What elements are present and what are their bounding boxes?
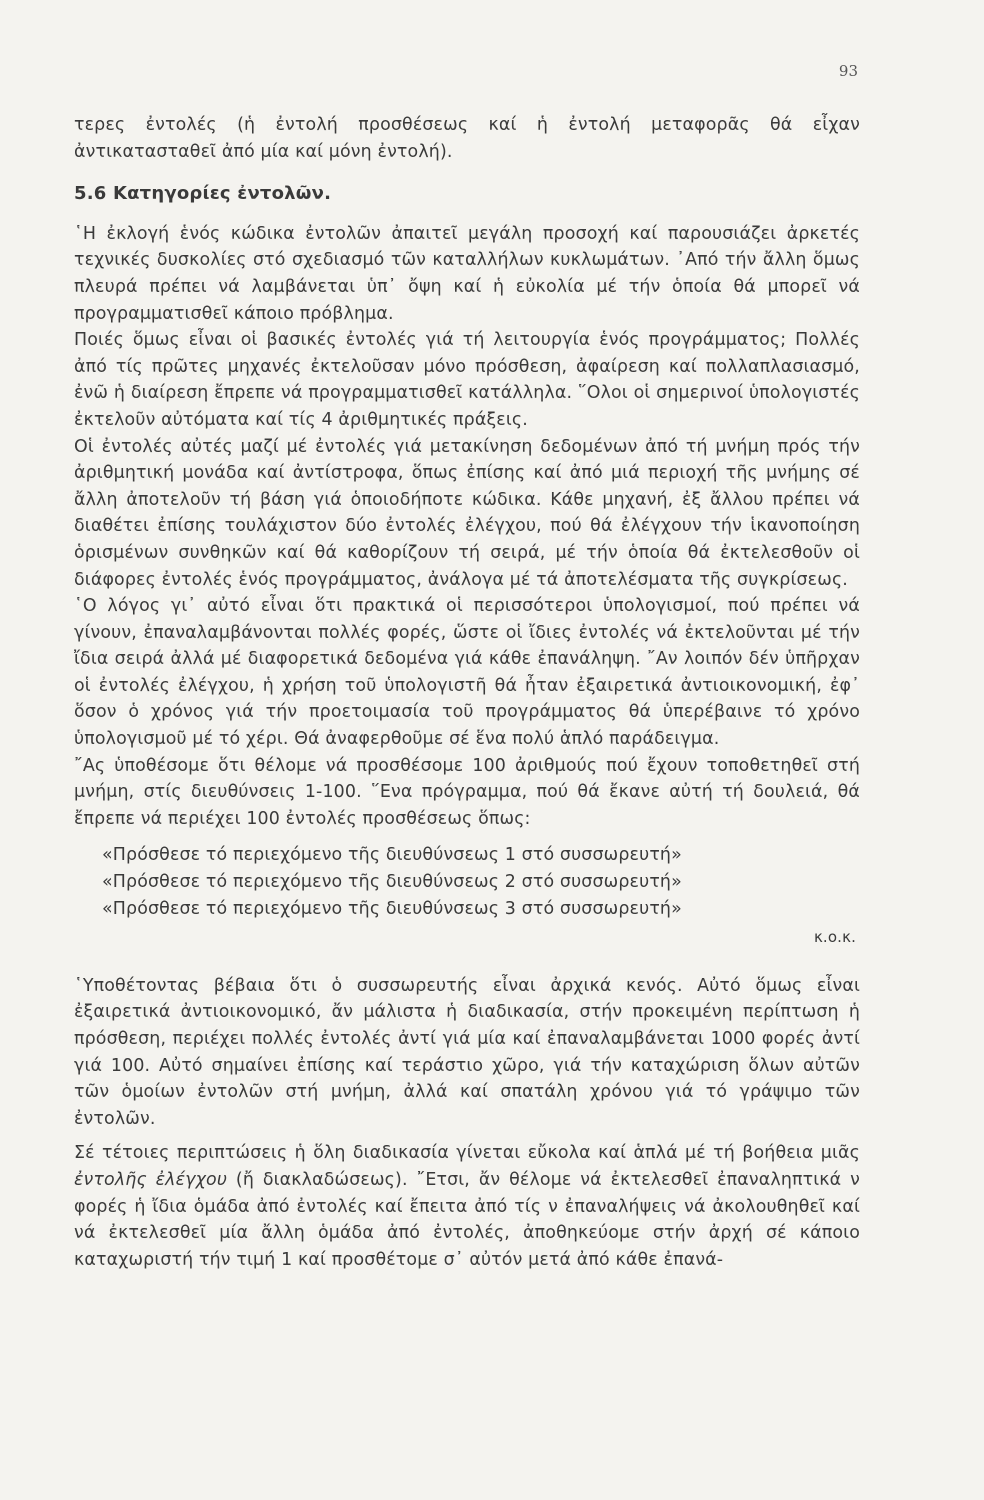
page-body	[74, 112, 860, 1273]
paragraph-example: ῎Ας ὑποθέσομε ὅτι θέλομε νά προσθέσομε 100 ἀριθμούς πού ἔχουν τοποθετηθεῖ στή μνήμη, στίς διευθύνσεις 1-100. ῞Ενα πρόγραμμα, πού θά ἔκανε αὐτή τή δουλειά, θά ἔπρεπε νά περιέχει 100 ἐντολές προσθέσεως ὅπως:	[74, 755, 860, 829]
paragraph-control-instructions: Οἱ ἐντολές αὐτές μαζί μέ ἐντολές γιά μετακίνηση δεδομένων ἀπό τή μνήμη πρός τήν ἀριθμητική μονάδα καί ἀντίστροφα, ὅπως ἐπίσης καί ἀπό μιά περιοχή τῆς μνήμης σέ ἄλλη ἀποτελοῦν τή βάση γιά ὁποιοδήποτε κώδικα. Κάθε μηχανή, ἐξ ἄλλου πρέπει νά διαθέτει ἐπίσης τουλάχιστον δύο ἐντολές ἐλέγχου, πού θά ἐλέγχουν τήν ἱκανοποίηση ὁρισμένων συνθηκῶν καί θά καθορίζουν τή σειρά, μέ τήν ὁποία θά ἐκτελεσθοῦν οἱ διάφορες ἐντολές ἑνός προγράμματος, ἀνάλογα μέ τά ἀποτελέσματα τῆς συγκρίσεως.	[74, 436, 860, 590]
paragraph-cost: ῾Υποθέτοντας βέβαια ὅτι ὁ συσσωρευτής εἶναι ἀρχικά κενός. Αὐτό ὅμως εἶναι ἐξαιρετικά ἀντιοικονομικό, ἄν μάλιστα ἡ διαδικασία, στήν προκειμένη περίπτωση ἡ πρόσθεση, περιέχει πολλές ἐντολές ἀντί γιά μία καί ἐπαναλαμβάνεται 1000 φορές ἀντί γιά 100. Αὐτό σημαίνει ἐπίσης καί τεράστιο χῶρο, γιά τήν καταχώριση ὅλων αὐτῶν τῶν ὁμοίων ἐντολῶν στή μνήμη, ἀλλά καί σπατάλη χρόνου γιά τό γράψιμο τῶν ἐντολῶν.	[74, 975, 860, 1129]
paragraph-basic-instructions: Ποιές ὅμως εἶναι οἱ βασικές ἐντολές γιά τή λειτουργία ἑνός προγράμματος; Πολλές ἀπό τίς πρῶτες μηχανές ἐκτελοῦσαν μόνο πρόσθεση, ἀφαίρεση καί πολλαπλασιασμό, ἐνῶ ἡ διαίρεση ἔπρεπε νά προγραμματισθεῖ κατάλληλα. ῞Ολοι οἱ σημερινοί ὑπολογιστές ἐκτελοῦν αὐτόματα καί τίς 4 ἀριθμητικές πράξεις.	[74, 330, 860, 430]
section-heading: 5.6 Κατηγορίες ἐντολῶν.	[74, 183, 332, 205]
example-instructions-list	[102, 842, 860, 922]
control-instruction-term: ἐντολῆς ἐλέγχου	[74, 1169, 228, 1190]
paragraph-continuation: τερες ἐντολές (ἡ ἐντολή προσθέσεως καί ἡ ἐντολή μεταφορᾶς θά εἶχαν ἀντικατασταθεῖ ἀπό μία καί μόνη ἐντολή).	[74, 115, 860, 162]
paragraph-intro: ῾Η ἐκλογή ἑνός κώδικα ἐντολῶν ἀπαιτεῖ μεγάλη προσοχή καί παρουσιάζει ἀρκετές τεχνικές δυσκολίες στό σχεδιασμό τῶν καταλλήλων κυκλωμάτων. ᾿Από τήν ἄλλη ὅμως πλευρά πρέπει νά λαμβάνεται ὑπ᾿ ὄψη καί ἡ εὐκολία μέ τήν ὁποία θά μπορεῖ νά προγραμματισθεῖ κάποιο πρόβλημα.	[74, 223, 860, 324]
example-instruction: «Πρόσθεσε τό περιεχόμενο τῆς διευθύνσεως 1 στό συσσωρευτή»	[102, 845, 682, 866]
etc-abbreviation: κ.ο.κ.	[813, 928, 856, 947]
paragraph-reason: ῾Ο λόγος γι᾿ αὐτό εἶναι ὅτι πρακτικά οἱ περισσότεροι ὑπολογισμοί, πού πρέπει νά γίνουν, ἐπαναλαμβάνονται πολλές φορές, ὥστε οἱ ἴδιες ἐντολές νά ἐκτελοῦνται μέ τήν ἴδια σειρά ἀλλά μέ διαφορετικά δεδομένα γιά κάθε ἐπανάληψη. ῎Αν λοιπόν δέν ὑπῆρχαν οἱ ἐντολές ἐλέγχου, ἡ χρήση τοῦ ὑπολογιστῆ θά ἦταν ἐξαιρετικά ἀντιοικονομική, ἐφ᾿ ὅσον ὁ χρόνος γιά τήν προετοιμασία τοῦ προγράμματος θά ὑπερέβαινε τό χρόνο ὑπολογισμοῦ μέ τό χέρι. Θά ἀναφερθοῦμε σέ ἕνα πολύ ἁπλό παράδειγμα.	[74, 596, 860, 750]
paragraph-branching-text-1: Σέ τέτοιες περιπτώσεις ἡ ὅλη διαδικασία γίνεται εὔκολα καί ἁπλά μέ τή βοήθεια μιᾶς	[74, 1143, 860, 1164]
paragraph-branching-text-2: (ἤ διακλαδώσεως). ῎Ετσι, ἄν θέλομε νά ἐκτελεσθεῖ ἐπαναληπτικά ν φορές ἡ ἴδια ὁμάδα ἀπό ἐντολές καί ἔπειτα ἀπό τίς ν ἐπαναλήψεις νά ἀκολουθηθεῖ καί νά ἐκτελεσθεῖ μία ἄλλη ὁμάδα ἀπό ἐντολές, ἀποθηκεύομε στήν ἀρχή σέ κάποιο καταχωριστή τήν τιμή 1 καί προσθέτομε σ᾿ αὐτόν μετά ἀπό κάθε ἐπανά-	[74, 1169, 860, 1270]
page-number: 93	[838, 62, 858, 80]
paragraph-branching	[74, 1140, 860, 1273]
example-instruction: «Πρόσθεσε τό περιεχόμενο τῆς διευθύνσεως 2 στό συσσωρευτή»	[102, 872, 682, 893]
example-instruction: «Πρόσθεσε τό περιεχόμενο τῆς διευθύνσεως 3 στό συσσωρευτή»	[102, 898, 682, 919]
